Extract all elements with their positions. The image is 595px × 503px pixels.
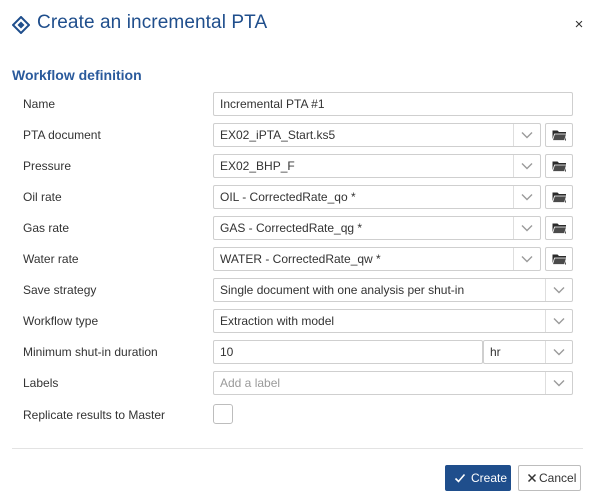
x-icon xyxy=(527,472,537,486)
form-row-name xyxy=(0,92,595,118)
pressure-select[interactable] xyxy=(213,154,541,178)
form-row-min-shutin xyxy=(0,340,595,366)
pta-document-browse-button[interactable] xyxy=(545,123,573,147)
min-shutin-unit-value: hr xyxy=(490,345,501,359)
chevron-down-icon[interactable] xyxy=(513,248,540,270)
save-strategy-value: Single document with one analysis per shut-in xyxy=(220,283,465,297)
pta-document-label: PTA document xyxy=(23,128,101,142)
oil-rate-label: Oil rate xyxy=(23,190,62,204)
min-shutin-input[interactable] xyxy=(213,340,483,364)
gas-rate-label: Gas rate xyxy=(23,221,70,235)
form-row-save-strategy xyxy=(0,278,595,304)
form-row-gas-rate xyxy=(0,216,595,242)
footer-divider xyxy=(12,448,583,449)
pta-document-value: EX02_iPTA_Start.ks5 xyxy=(220,128,336,142)
oil-rate-value: OIL - CorrectedRate_qo * xyxy=(220,190,356,204)
min-shutin-value: 10 xyxy=(220,345,234,359)
pressure-label: Pressure xyxy=(23,159,72,173)
save-strategy-label: Save strategy xyxy=(23,283,97,297)
chevron-down-icon[interactable] xyxy=(545,341,572,363)
form-row-labels xyxy=(0,371,595,397)
labels-placeholder: Add a label xyxy=(220,376,281,390)
gas-rate-value: GAS - CorrectedRate_qg * xyxy=(220,221,363,235)
form-row-water-rate xyxy=(0,247,595,273)
water-rate-browse-button[interactable] xyxy=(545,247,573,271)
labels-select[interactable] xyxy=(213,371,573,395)
pressure-browse-button[interactable] xyxy=(545,154,573,178)
pressure-value: EX02_BHP_F xyxy=(220,159,295,173)
chevron-down-icon[interactable] xyxy=(545,279,572,301)
check-icon xyxy=(454,472,466,487)
section-title: Workflow definition xyxy=(12,67,142,83)
chevron-down-icon[interactable] xyxy=(513,155,540,177)
water-rate-value: WATER - CorrectedRate_qw * xyxy=(220,252,381,266)
cancel-button[interactable] xyxy=(518,465,581,491)
water-rate-label: Water rate xyxy=(23,252,79,266)
workflow-type-label: Workflow type xyxy=(23,314,99,328)
oil-rate-select[interactable] xyxy=(213,185,541,209)
gas-rate-select[interactable] xyxy=(213,216,541,240)
create-button-label: Create xyxy=(471,471,508,485)
chevron-down-icon[interactable] xyxy=(545,372,572,394)
labels-label: Labels xyxy=(23,376,59,390)
create-button[interactable] xyxy=(445,465,511,491)
form-row-pta-document xyxy=(0,123,595,149)
save-strategy-select[interactable] xyxy=(213,278,573,302)
water-rate-select[interactable] xyxy=(213,247,541,271)
form-row-pressure xyxy=(0,154,595,180)
name-input[interactable] xyxy=(213,92,573,116)
min-shutin-label: Minimum shut-in duration xyxy=(23,345,158,359)
chevron-down-icon[interactable] xyxy=(513,217,540,239)
workflow-type-value: Extraction with model xyxy=(220,314,335,328)
oil-rate-browse-button[interactable] xyxy=(545,185,573,209)
name-value: Incremental PTA #1 xyxy=(220,97,325,111)
diamond-icon xyxy=(12,16,30,34)
form-row-workflow-type xyxy=(0,309,595,335)
dialog-header xyxy=(0,0,595,52)
replicate-label: Replicate results to Master xyxy=(23,408,166,422)
dialog-title: Create an incremental PTA xyxy=(37,12,268,33)
workflow-type-select[interactable] xyxy=(213,309,573,333)
name-label: Name xyxy=(23,97,56,111)
cancel-button-label: Cancel xyxy=(539,471,577,485)
close-button[interactable]: × xyxy=(574,16,584,33)
form-row-replicate xyxy=(0,404,595,430)
chevron-down-icon[interactable] xyxy=(545,310,572,332)
min-shutin-unit-select[interactable] xyxy=(483,340,573,364)
pta-document-select[interactable] xyxy=(213,123,541,147)
chevron-down-icon[interactable] xyxy=(513,186,540,208)
replicate-checkbox[interactable] xyxy=(213,404,233,424)
chevron-down-icon[interactable] xyxy=(513,124,540,146)
form-row-oil-rate xyxy=(0,185,595,211)
gas-rate-browse-button[interactable] xyxy=(545,216,573,240)
